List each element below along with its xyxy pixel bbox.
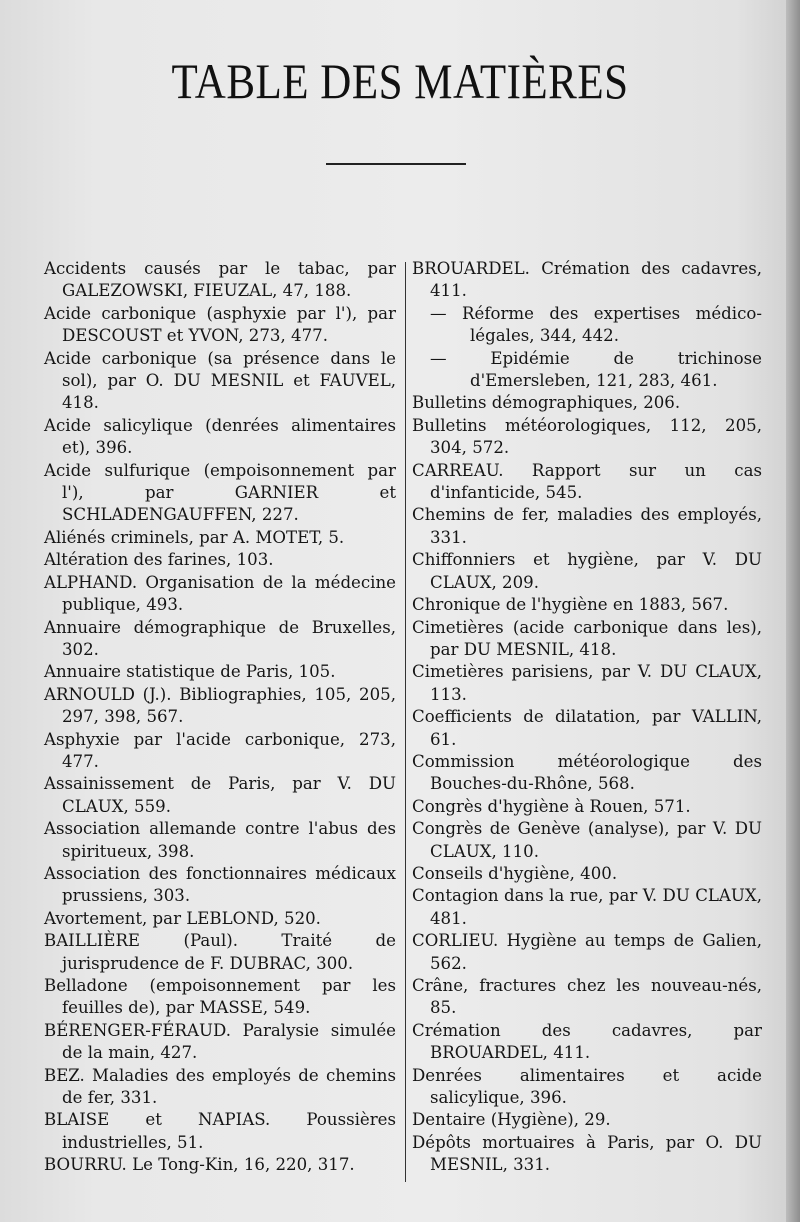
index-entry: CORLIEU. Hygiène au temps de Galien, 562. — [412, 931, 762, 973]
index-entry: Congrès de Genève (analyse), par V. DU CLAUX, 110. — [412, 819, 762, 861]
index-entry: Acide sulfurique (empoisonnement par l'), par GARNIER et SCHLADENGAUFFEN, 227. — [44, 460, 396, 525]
index-entry: Chronique de l'hygiène en 1883, 567. — [412, 595, 729, 615]
index-entry: Acide carbonique (asphyxie par l'), par DESCOUST et YVON, 273, 477. — [44, 303, 396, 346]
index-entry: Belladone (empoisonnement par les feuilles de), par MASSE, 549. — [44, 976, 396, 1018]
index-entry: Accidents causés par le tabac, par GALEZOWSKI, FIEUZAL, 47, 188. — [44, 259, 396, 301]
index-entry: BÉRENGER-FÉRAUD. Paralysie simulée de la main, 427. — [44, 1020, 396, 1063]
index-entry: Bulletins démographiques, 206. — [412, 393, 681, 413]
index-entry: ALPHAND. Organisation de la médecine publique, 493. — [44, 572, 396, 615]
index-entry: BAILLIÈRE (Paul). Traité de jurisprudence de F. DUBRAC, 300. — [44, 931, 396, 973]
index-entry: Dépôts mortuaires à Paris, par O. DU MESNIL, 331. — [412, 1132, 762, 1175]
index-entry: BROUARDEL. Crémation des cadavres, 411. — [412, 259, 762, 301]
index-entry: Crâne, fractures chez les nouveau-nés, 85. — [412, 976, 762, 1018]
index-entry: Cimetières parisiens, par V. DU CLAUX, 113. — [412, 662, 762, 704]
index-entry: Annuaire statistique de Paris, 105. — [44, 662, 336, 682]
index-column-left — [44, 258, 396, 1177]
index-entry: Congrès d'hygiène à Rouen, 571. — [412, 796, 691, 816]
index-entry: Dentaire (Hygiène), 29. — [412, 1110, 611, 1130]
index-entry: BEZ. Maladies des employés de chemins de fer, 331. — [44, 1065, 396, 1108]
index-entry: — Epidémie de trichinose d'Emersleben, 121, 283, 461. — [430, 348, 762, 391]
index-entry: Aliénés criminels, par A. MOTET, 5. — [44, 527, 345, 547]
index-entry: Cimetières (acide carbonique dans les), par DU MESNIL, 418. — [412, 617, 762, 659]
page-title: TABLE DES MATIÈRES — [171, 55, 629, 110]
index-entry: Altération des farines, 103. — [44, 550, 274, 570]
index-entry: Conseils d'hygiène, 400. — [412, 863, 618, 883]
index-entry: Commission météorologique des Bouches-du-Rhône, 568. — [412, 751, 762, 794]
index-entry: Acide carbonique (sa présence dans le sol), par O. DU MESNIL et FAUVEL, 418. — [44, 348, 396, 413]
index-entry: Crémation des cadavres, par BROUARDEL, 411. — [412, 1020, 762, 1063]
column-divider — [405, 262, 406, 1182]
index-entry: Bulletins météorologiques, 112, 205, 304, 572. — [412, 415, 762, 458]
index-entry: Asphyxie par l'acide carbonique, 273, 477. — [44, 729, 396, 771]
index-entry: Acide salicylique (denrées alimentaires et), 396. — [44, 415, 396, 458]
index-entry: Assainissement de Paris, par V. DU CLAUX, 559. — [44, 774, 396, 816]
page-edge-shadow — [786, 0, 800, 1222]
index-entry: — Réforme des expertises médico-légales, 344, 442. — [430, 303, 762, 346]
index-entry: Chiffonniers et hygiène, par V. DU CLAUX, 209. — [412, 550, 762, 592]
title-rule — [326, 163, 466, 165]
index-entry: Association allemande contre l'abus des spiritueux, 398. — [44, 819, 396, 861]
index-entry: BOURRU. Le Tong-Kin, 16, 220, 317. — [44, 1155, 355, 1175]
index-column-right — [412, 258, 762, 1177]
index-entry: Contagion dans la rue, par V. DU CLAUX, 481. — [412, 886, 762, 928]
index-entry: Association des fonctionnaires médicaux prussiens, 303. — [44, 863, 396, 906]
index-entry: BLAISE et NAPIAS. Poussières industrielles, 51. — [44, 1110, 396, 1152]
index-entry: ARNOULD (J.). Bibliographies, 105, 205, 297, 398, 567. — [44, 684, 396, 727]
index-entry: Coefficients de dilatation, par VALLIN, 61. — [412, 707, 762, 749]
index-entry: Denrées alimentaires et acide salicylique, 396. — [412, 1065, 762, 1108]
index-entry: Avortement, par LEBLOND, 520. — [44, 908, 321, 928]
index-entry: Annuaire démographique de Bruxelles, 302. — [44, 617, 396, 659]
index-entry: CARREAU. Rapport sur un cas d'infanticide, 545. — [412, 460, 762, 503]
index-entry: Chemins de fer, maladies des employés, 331. — [412, 505, 762, 547]
